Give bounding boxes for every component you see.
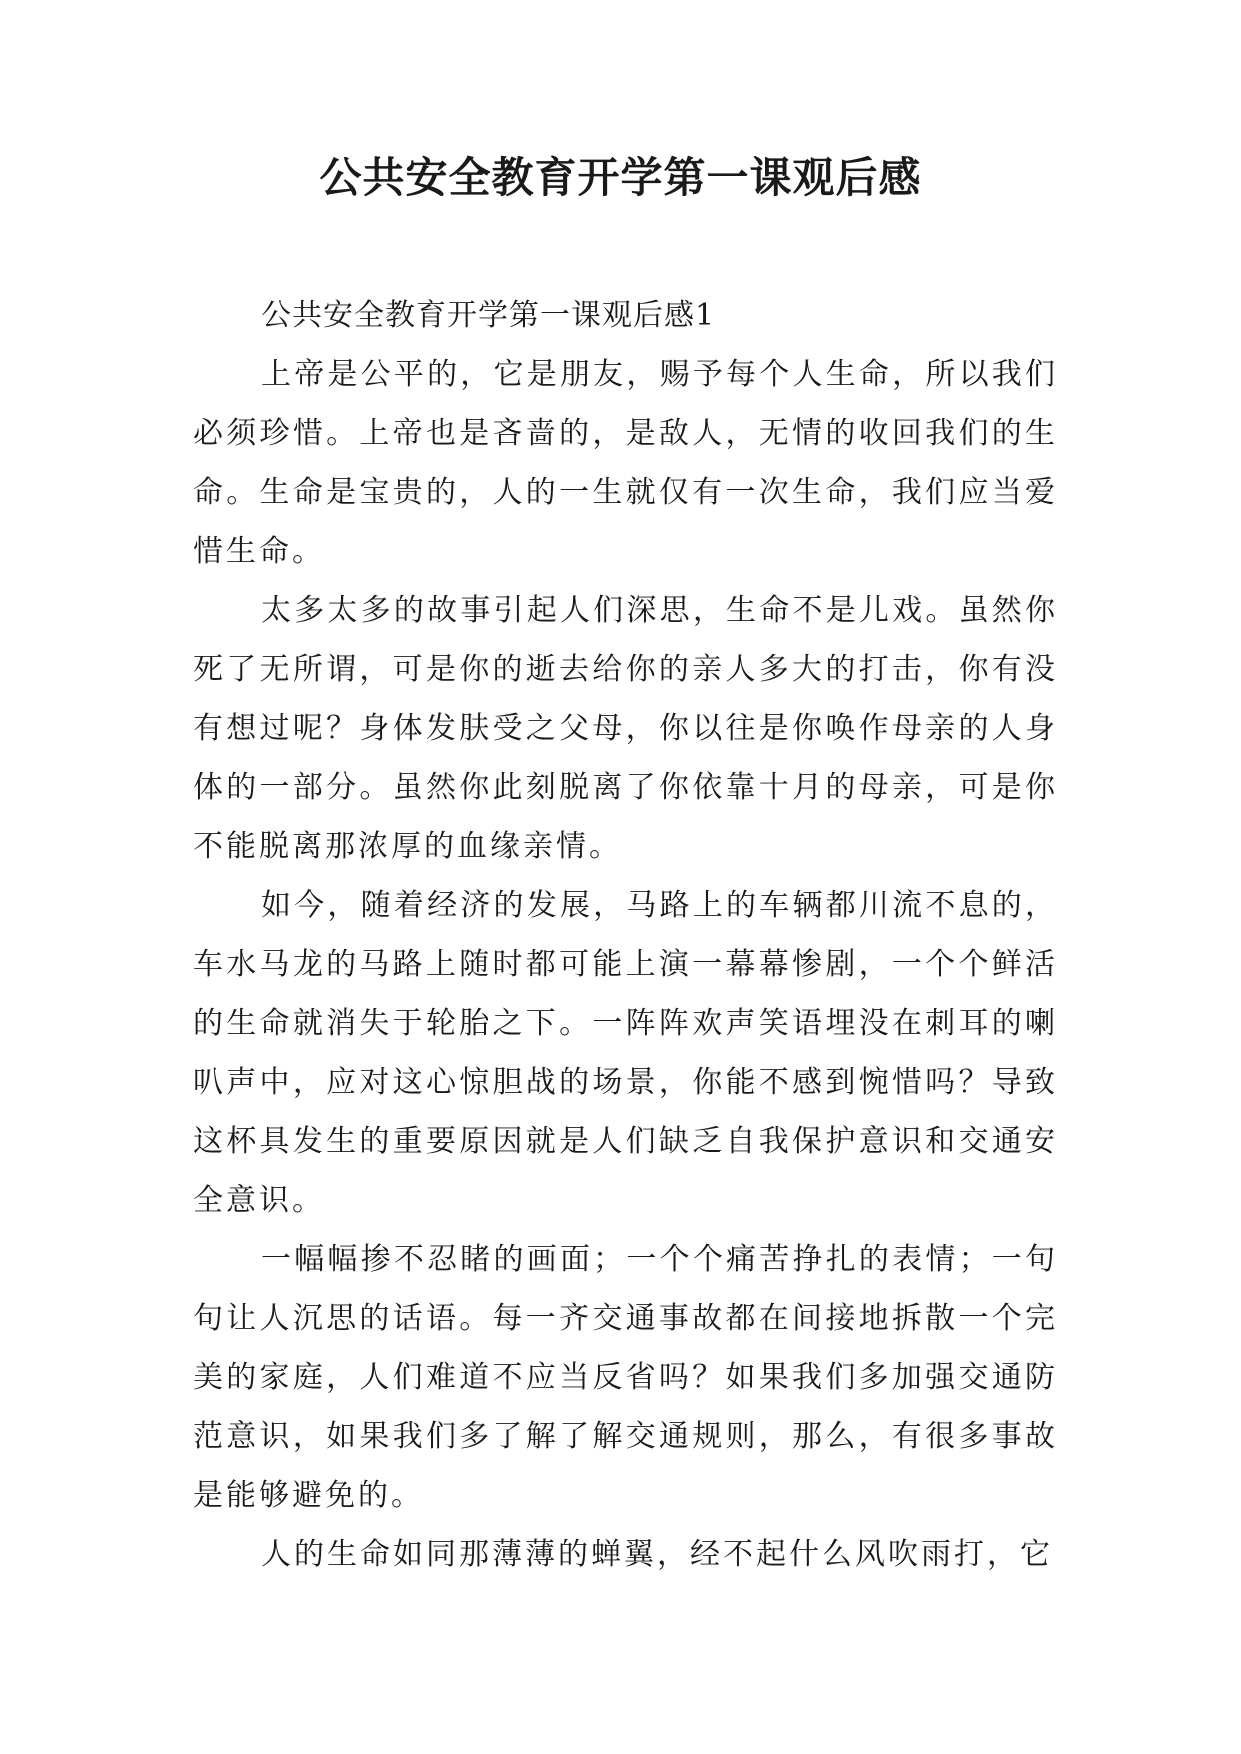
document-title: 公共安全教育开学第一课观后感 [319, 153, 922, 202]
paragraph: 上帝是公平的，它是朋友，赐予每个人生命，所以我们必须珍惜。上帝也是吝啬的，是敌人，无情的收回我们的生命。生命是宝贵的，人的一生就仅有一次生命，我们应当爱惜生命。 [193, 357, 1058, 569]
paragraph: 一幅幅掺不忍睹的画面；一个个痛苦挣扎的表情；一句句让人沉思的话语。每一齐交通事故都在间接地拆散一个完美的家庭，人们难道不应当反省吗？如果我们多加强交通防范意识，如果我们多了解了解交通规则，那么，有很多事故是能够避免的。 [193, 1242, 1058, 1513]
document-body [193, 286, 1058, 1584]
section-heading: 公共安全教育开学第一课观后感1 [261, 298, 716, 333]
paragraph: 太多太多的故事引起人们深思，生命不是儿戏。虽然你死了无所谓，可是你的逝去给你的亲人多大的打击，你有没有想过呢？身体发肤受之父母，你以往是你唤作母亲的人身体的一部分。虽然你此刻脱离了你依靠十月的母亲，可是你不能脱离那浓厚的血缘亲情。 [193, 593, 1058, 864]
paragraph: 如今，随着经济的发展，马路上的车辆都川流不息的，车水马龙的马路上随时都可能上演一幕幕惨剧，一个个鲜活的生命就消失于轮胎之下。一阵阵欢声笑语埋没在刺耳的喇叭声中，应对这心惊胆战的场景，你能不感到惋惜吗？导致这杯具发生的重要原因就是人们缺乏自我保护意识和交通安全意识。 [193, 888, 1058, 1218]
paragraph: 人的生命如同那薄薄的蝉翼，经不起什么风吹雨打，它 [261, 1537, 1053, 1572]
